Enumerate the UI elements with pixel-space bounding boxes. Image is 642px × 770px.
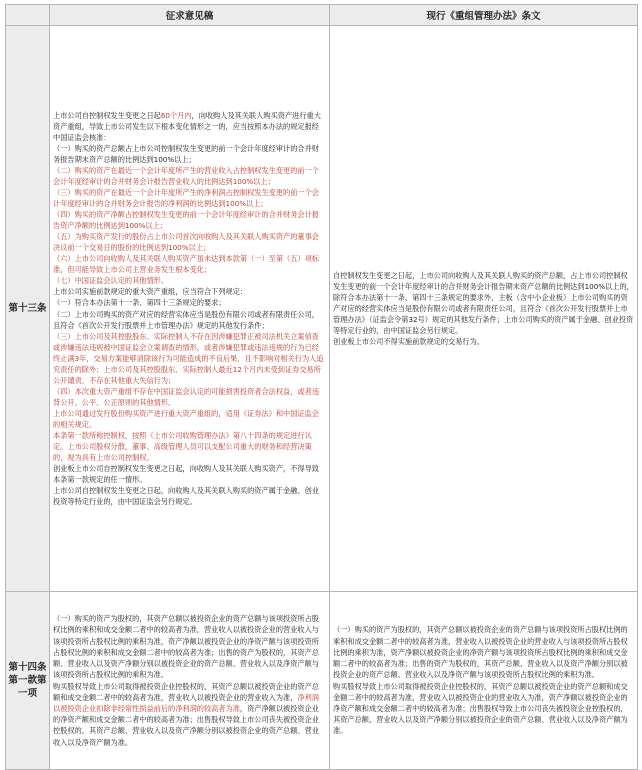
article-label: 第十三条 xyxy=(6,26,50,592)
draft-text xyxy=(50,109,329,509)
body-text: ，向收购人及其关联人购买资产进行重大资产重组，导致上市公司发生以下根本变化情形之一的，应当按照本办法的规定报经中国证监会核准： xyxy=(53,110,321,142)
body-text: （二）上市公司购买的资产对应的经营实体应当是股份有限公司或者有限责任公司，且符合《首次公开发行股票并上市管理办法》规定的其他发行条件； xyxy=(53,309,319,330)
body-text: （一）购买的资产为股权的，其资产总额以被投资企业的资产总额与该项投资所占股权比例的乘积和成交金额二者中的较高者为准，营业收入以被投资企业的营业收入与该项投资所占股权比例的乘积为准，资产净额以被投资企业的净资产额与该项投资所占股权比例的乘积和成交金额二者中的较高者为准；出售的资产为股权的，其资产总额、营业收入以及资产净额分别以被投资企业的资产总额、营业收入以及净资产额与该项投资所占股权比例的乘积为准。 xyxy=(333,625,628,680)
paragraph xyxy=(333,270,634,336)
changed-text: （五）为购买资产发行的股份占上市公司首次向收购人及其关联人购买资产的董事会决议前一个交易日的股份的比例达到100%以上； xyxy=(53,232,319,253)
changed-text: （六）上市公司向收购人及其关联人购买资产虽未达到本款第（一）至第（五）项标准，但可能导致上市公司主营业务发生根本变化； xyxy=(53,254,319,275)
paragraph xyxy=(53,187,326,209)
body-text: （一）购买的资产总额占上市公司控制权发生变更的前一个会计年度经审计的合并财务报告期末资产总额的比例达到100%以上； xyxy=(53,143,319,164)
changed-text: （三）上市公司及其控股股东、实际控制人不存在因涉嫌犯罪正被司法机关立案侦查或涉嫌违法违规被中国证监会立案调查的情形，或者涉嫌犯罪或违法违规的行为已经终止满3年，交易方案能够消除该行为可能造成的不良后果，且不影响对相关行为人追究责任的除外；上市公司及其控股股东、实际控制人最近12个月内未受到证券交易所公开谴责，不存在其他重大失信行为； xyxy=(53,331,324,385)
body-text: 创业板上市公司不得实施前款规定的交易行为。 xyxy=(333,337,484,347)
body-text: 上市公司自控制权发生变更之日起 xyxy=(53,110,161,120)
body-text: （一）购买的资产为股权的，其资产总额以被投资企业的资产总额与该项投资所占股权比例的乘积和成交金额二者中的较高者为准，营业收入以被投资企业的营业收入与该项投资所占股权比例的乘积为准，资产净额以被投资企业的净资产额与该项投资所占股权比例的乘积和成交金额二者中的较高者为准；出售的资产为股权的，其资产总额、营业收入以及资产净额分别以被投资企业的资产总额、营业收入以及净资产额与该项投资所占股权比例的乘积为准。 xyxy=(53,614,319,680)
paragraph xyxy=(333,681,634,737)
paragraph xyxy=(53,331,326,386)
table-header-row xyxy=(6,5,638,26)
paragraph xyxy=(53,681,326,748)
changed-text: （四）购买的资产净额占控制权发生变更的前一个会计年度经审计的合并财务会计报告资产净额的比例达到100%以上； xyxy=(53,210,319,231)
changed-text: 60个月内 xyxy=(160,110,192,120)
paragraph xyxy=(53,430,326,463)
paragraph xyxy=(53,463,326,485)
body-text: 上市公司实施前款规定的重大资产重组，应当符合下列规定： xyxy=(53,287,248,297)
header-blank xyxy=(6,5,50,26)
draft-cell xyxy=(50,592,330,770)
paragraph xyxy=(53,386,326,408)
paragraph xyxy=(53,253,326,275)
paragraph xyxy=(53,275,326,286)
current-cell xyxy=(330,26,638,592)
paragraph xyxy=(53,613,326,680)
header-draft: 征求意见稿 xyxy=(50,5,330,26)
paragraph xyxy=(333,624,634,680)
paragraph xyxy=(53,286,326,297)
paragraph xyxy=(53,110,326,143)
body-text: 上市公司自控制权发生变更之日起，向收购人及其关联人购买的资产属于金融、创业投资等特定行业的，由中国证监会另行规定。 xyxy=(53,486,319,507)
paragraph xyxy=(333,336,634,347)
paragraph xyxy=(53,485,326,507)
paragraph xyxy=(53,165,326,187)
body-text: （一）符合本办法第十一条、第四十三条规定的要求； xyxy=(53,298,226,308)
draft-text xyxy=(50,612,329,748)
changed-text: （二）购买的资产在最近一个会计年度所产生的营业收入占控制权发生变更的前一个会计年度经审计的合并财务会计报告营业收入的比例达到100%以上； xyxy=(53,165,319,186)
paragraph xyxy=(53,309,326,331)
current-text xyxy=(330,623,637,737)
changed-text: （四）本次重大资产重组不存在中国证监会认定的可能损害投资者合法权益，或者违背公开、公平、公正原则的其他情形。 xyxy=(53,386,319,407)
paragraph xyxy=(53,297,326,308)
table-row xyxy=(6,26,638,592)
draft-cell xyxy=(50,26,330,592)
paragraph xyxy=(53,209,326,231)
current-text xyxy=(330,269,637,348)
paragraph xyxy=(53,143,326,165)
comparison-table xyxy=(5,4,638,770)
changed-text: 上市公司通过发行股份购买资产进行重大资产重组的，适用《证券法》和中国证监会的相关规定。 xyxy=(53,408,319,429)
changed-text: 本条第一款所称控制权，按照《上市公司收购管理办法》第八十四条的规定进行认定。上市公司股权分散，董事、高级管理人员可以支配公司重大的财务和经营决策的，视为具有上市公司控制权。 xyxy=(53,431,312,463)
changed-text: （七）中国证监会认定的其他情形。 xyxy=(53,276,169,286)
body-text: 购买股权导致上市公司取得被投资企业控股权的，其资产总额以被投资企业的资产总额和成交金额二者中的较高者为准，营业收入以被投资企业的营业收入为准，资产净额以被投资企业的净资产额和成交金额二者中的较高者为准；出售股权导致上市公司丧失被投资企业控股权的，其资产总额、营业收入以及资产净额分别以被投资企业的资产总额、营业收入以及净资产额为准。 xyxy=(333,681,628,736)
current-cell xyxy=(330,592,638,770)
body-text: 自控制权发生变更之日起，上市公司向收购人及其关联人购买的资产总额，占上市公司控制权发生变更的前一个会计年度经审计的合并财务会计报告期末资产总额的比例达到100%以上的，除符合本办法第十一条、第四十三条规定的要求外，主板（含中小企业板）上市公司购买的资产对应的经营实体应当是股份有限公司或者有限责任公司，且符合《首次公开发行股票并上市管理办法》（证监会令第32号）规定的其他发行条件；上市公司购买的资产属于金融、创业投资等特定行业的，由中国证监会另行规定。 xyxy=(333,270,634,336)
header-current: 现行《重组管理办法》条文 xyxy=(330,5,638,26)
body-text: 购买股权导致上市公司取得被投资企业控股权的，其资产总额以被投资企业的资产总额和成交金额二者中的较高者为准，营业收入以被投资企业的营业收入为准， xyxy=(53,681,319,702)
changed-text: （三）购买的资产在最近一个会计年度所产生的净利润占控制权发生变更的前一个会计年度经审计的合并财务会计报告的净利润的比例达到100%以上； xyxy=(53,187,319,209)
paragraph xyxy=(53,408,326,430)
body-text: 创业板上市公司自控制权发生变更之日起，向收购人及其关联人购买资产，不得导致本条第一款规定的任一情形。 xyxy=(53,464,319,485)
article-label: 第十四条第一款第一项 xyxy=(6,592,50,770)
body-text: ，资产净额以被投资企业的净资产额和成交金额二者中的较高者为准；出售股权导致上市公司丧失被投资企业控股权的，其资产总额、营业收入以及资产净额分别以被投资企业的资产总额、营业收入以及净资产额为准。 xyxy=(53,703,319,747)
changed-text: 净利润以被投资企业扣除非经常性损益前后的净利润的较高者为准 xyxy=(53,692,319,713)
table-row xyxy=(6,592,638,770)
paragraph xyxy=(53,231,326,253)
